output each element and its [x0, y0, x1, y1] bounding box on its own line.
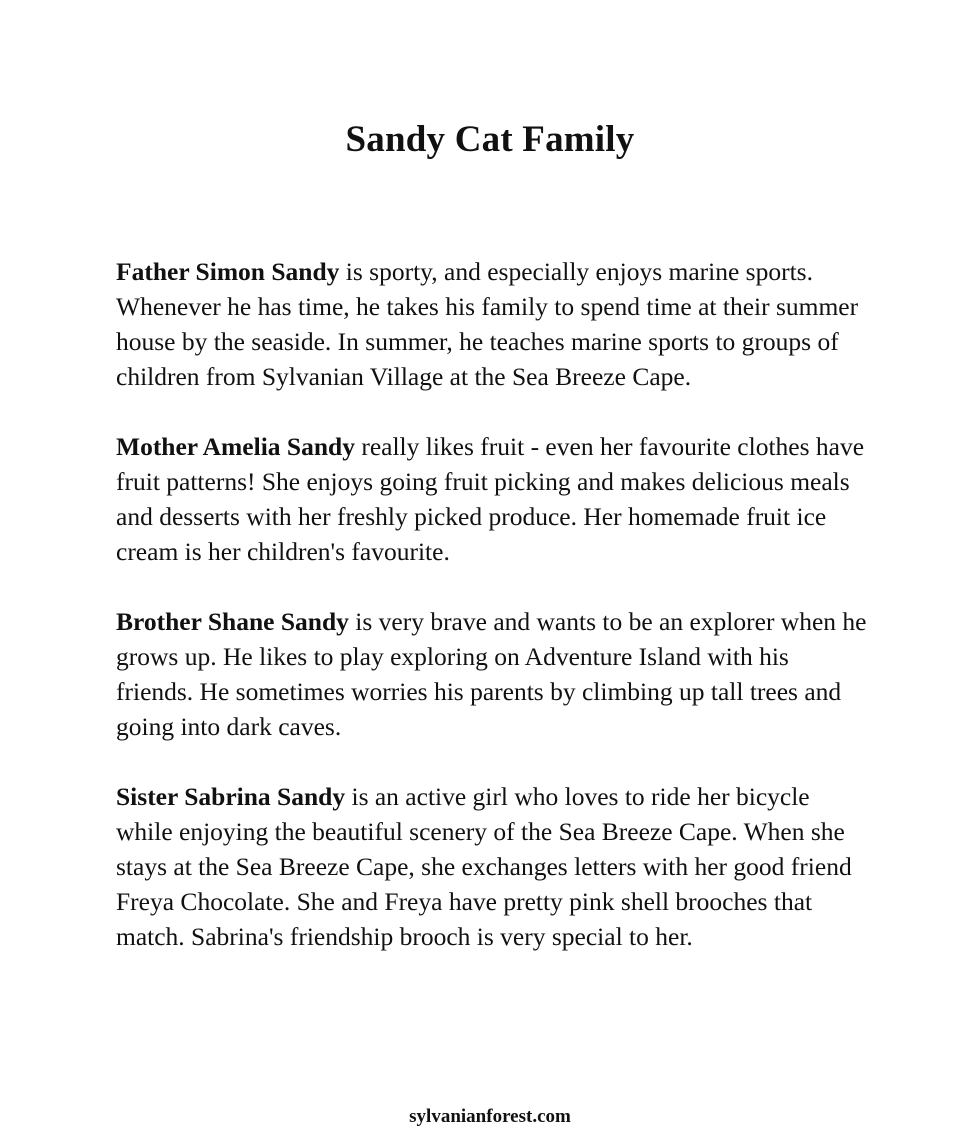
character-name-father: Father Simon Sandy [116, 257, 340, 286]
page-title: Sandy Cat Family [345, 119, 635, 160]
character-name-mother: Mother Amelia Sandy [116, 432, 355, 461]
character-name-brother: Brother Shane Sandy [116, 607, 349, 636]
character-description-brother: is very brave and wants to be an explorer when he grows up. He likes to play exploring on Adventure Island with his friends. He sometimes worries his parents by climbing up tall trees and going into dark caves. [116, 607, 867, 741]
paragraph-sister [116, 779, 868, 954]
paragraph-mother [116, 429, 868, 569]
character-name-sister: Sister Sabrina Sandy [116, 782, 346, 811]
family-descriptions [116, 254, 868, 989]
footer-website: sylvanianforest.com [409, 1106, 571, 1127]
paragraph-brother [116, 604, 868, 744]
character-description-father: is sporty, and especially enjoys marine sports. Whenever he has time, he takes his family to spend time at their summer house by the seaside. In summer, he teaches marine sports to groups of children from Sylvanian Village at the Sea Breeze Cape. [116, 257, 859, 391]
character-description-mother: really likes fruit - even her favourite clothes have fruit patterns! She enjoys going fruit picking and makes delicious meals and desserts with her freshly picked produce. Her homemade fruit ice cream is her children's favourite. [116, 432, 865, 566]
character-description-sister: is an active girl who loves to ride her bicycle while enjoying the beautiful scenery of the Sea Breeze Cape. When she stays at the Sea Breeze Cape, she exchanges letters with her good friend Freya Chocolate. She and Freya have pretty pink shell brooches that match. Sabrina's friendship brooch is very special to her. [116, 782, 852, 951]
paragraph-father [116, 254, 868, 394]
